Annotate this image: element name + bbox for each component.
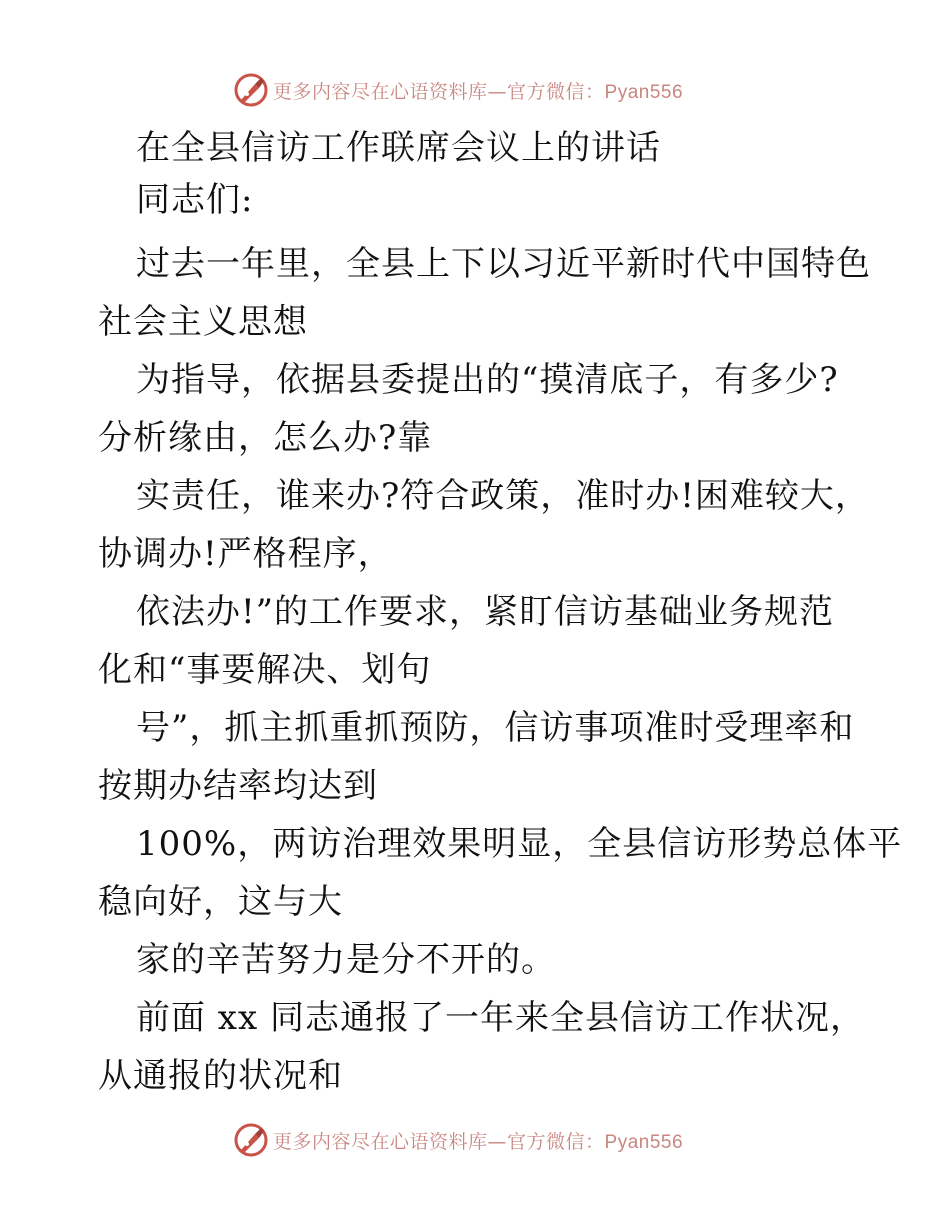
watermark-text: 更多内容尽在心语资料库—官方微信：Pyan556 <box>273 80 684 103</box>
paragraph-line: 号”，抓主抓重抓预防，信访事项准时受理率和 <box>136 708 855 748</box>
watermark-wechat-id: Pyan556 <box>604 81 684 103</box>
paragraph-line: 协调办!严格程序， <box>98 534 393 574</box>
pen-logo-icon <box>233 1122 269 1158</box>
paragraph-line: 按期办结率均达到 <box>98 766 378 806</box>
paragraph-line: 实责任，谁来办?符合政策，准时办!困难较大， <box>136 476 870 516</box>
header-watermark <box>233 72 683 108</box>
paragraph-line: 100%，两访治理效果明显，全县信访形势总体平 <box>136 824 903 864</box>
paragraph-line: 前面 xx 同志通报了一年来全县信访工作状况， <box>136 998 865 1038</box>
paragraph-line: 依法办!”的工作要求，紧盯信访基础业务规范 <box>136 592 835 632</box>
paragraph-line: 稳向好，这与大 <box>98 882 343 922</box>
footer-watermark <box>233 1122 683 1158</box>
paragraph-line: 家的辛苦努力是分不开的。 <box>136 940 556 980</box>
paragraph-line: 分析缘由，怎么办?靠 <box>98 418 433 458</box>
paragraph-line: 从通报的状况和 <box>98 1056 343 1096</box>
document-title: 在全县信访工作联席会议上的讲话 <box>136 128 661 168</box>
paragraph-line: 化和“事要解决、划句 <box>98 650 432 690</box>
paragraph-line: 社会主义思想 <box>98 302 308 342</box>
watermark-wechat-id: Pyan556 <box>604 1131 684 1153</box>
watermark-text: 更多内容尽在心语资料库—官方微信：Pyan556 <box>273 1130 684 1153</box>
paragraph-line: 为指导，依据县委提出的“摸清底子，有多少? <box>136 360 839 400</box>
paragraph-line: 过去一年里，全县上下以习近平新时代中国特色 <box>136 244 871 284</box>
salutation: 同志们: <box>136 180 254 220</box>
pen-logo-icon <box>233 72 269 108</box>
